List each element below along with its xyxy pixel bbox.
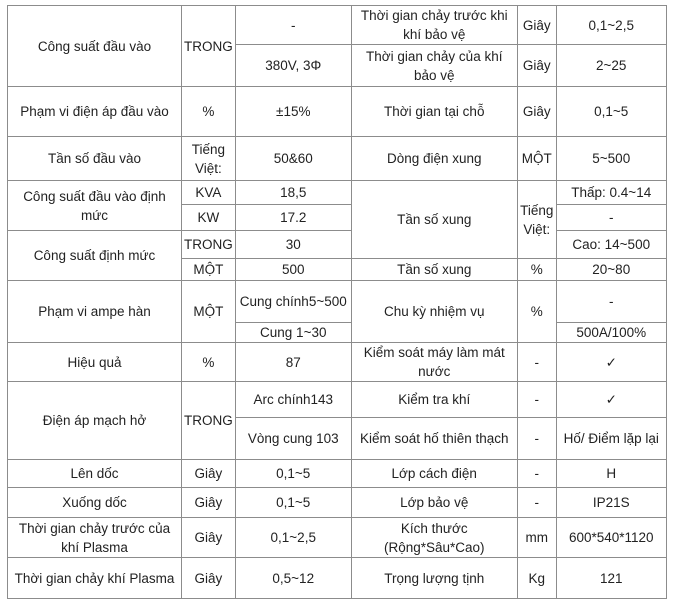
param-value: 600*540*1120 [556,518,666,558]
param-unit: Giây [182,488,236,518]
param-unit: % [517,259,556,281]
param-value: 121 [556,558,666,599]
param-unit: % [517,281,556,343]
param-unit: - [517,460,556,488]
param-name: Kiểm soát hố thiên thạch [351,418,517,460]
param-name: Lớp bảo vệ [351,488,517,518]
param-unit: TRONG [182,6,236,87]
param-value: 0,1~2,5 [556,6,666,45]
param-name: Phạm vi ampe hàn [8,281,182,343]
param-value: 18,5 [235,181,351,205]
param-name: Phạm vi điện áp đầu vào [8,87,182,137]
param-unit: Giây [517,87,556,137]
table-row [8,382,667,418]
param-name: Thời gian chảy khí Plasma [8,558,182,599]
param-unit: Giây [517,6,556,45]
param-value: 500A/100% [556,323,666,343]
param-name: Xuống dốc [8,488,182,518]
param-value: Thấp: 0.4~14 [556,181,666,205]
param-value: 2~25 [556,45,666,87]
param-unit: % [182,343,236,382]
table-row [8,87,667,137]
table-row [8,488,667,518]
param-value: 30 [235,231,351,259]
param-name: Lớp cách điện [351,460,517,488]
param-name: Hiệu quả [8,343,182,382]
specifications-table [7,5,667,599]
param-name: Kiểm tra khí [351,382,517,418]
param-value: - [556,281,666,323]
table-row [8,343,667,382]
param-value: 500 [235,259,351,281]
param-unit: - [517,418,556,460]
param-value: 0,1~2,5 [235,518,351,558]
param-name: Tần số xung [351,259,517,281]
param-unit: Giây [182,460,236,488]
param-name: Chu kỳ nhiệm vụ [351,281,517,343]
param-value: Arc chính143 [235,382,351,418]
param-name: Lên dốc [8,460,182,488]
param-value: 380V, 3Φ [235,45,351,87]
param-value: - [235,6,351,45]
param-name: Kiểm soát máy làm mát nước [351,343,517,382]
param-value: Vòng cung 103 [235,418,351,460]
param-unit: % [182,87,236,137]
param-value: Cung chính5~500 [235,281,351,323]
param-value: ±15% [235,87,351,137]
param-value: 20~80 [556,259,666,281]
param-value: Cung 1~30 [235,323,351,343]
param-name: Thời gian chảy trước khi khí bảo vệ [351,6,517,45]
param-name: Công suất đầu vào [8,6,182,87]
param-value: 17.2 [235,205,351,231]
param-name: Điện áp mạch hở [8,382,182,460]
param-unit: Tiếng Việt: [517,181,556,259]
param-value: 0,1~5 [235,488,351,518]
param-unit: Giây [182,518,236,558]
param-value: Cao: 14~500 [556,231,666,259]
param-unit: KW [182,205,236,231]
param-unit: KVA [182,181,236,205]
param-name: Công suất đầu vào định mức [8,181,182,231]
param-unit: TRONG [182,382,236,460]
table-row [8,137,667,181]
checkmark-icon: ✓ [556,343,666,382]
param-unit: MỘT [517,137,556,181]
param-unit: mm [517,518,556,558]
param-value: Hố/ Điểm lặp lại [556,418,666,460]
param-name: Thời gian chảy của khí bảo vệ [351,45,517,87]
param-name: Công suất định mức [8,231,182,281]
param-unit: - [517,488,556,518]
table-row [8,558,667,599]
param-unit: - [517,343,556,382]
param-unit: - [517,382,556,418]
param-unit: Kg [517,558,556,599]
checkmark-icon: ✓ [556,382,666,418]
param-unit: TRONG [182,231,236,259]
param-value: 0,1~5 [556,87,666,137]
param-name: Thời gian tại chỗ [351,87,517,137]
param-name: Tần số xung [351,181,517,259]
param-unit: MỘT [182,281,236,343]
param-value: 0,5~12 [235,558,351,599]
param-value: H [556,460,666,488]
param-name: Tần số đầu vào [8,137,182,181]
param-name: Thời gian chảy trước của khí Plasma [8,518,182,558]
param-name: Kích thước (Rộng*Sâu*Cao) [351,518,517,558]
table-row [8,231,667,259]
param-unit: Giây [182,558,236,599]
param-name: Trọng lượng tịnh [351,558,517,599]
table-row [8,281,667,323]
param-value: 5~500 [556,137,666,181]
param-name: Dòng điện xung [351,137,517,181]
table-row [8,181,667,205]
table-row [8,6,667,45]
table-row [8,460,667,488]
param-value: 0,1~5 [235,460,351,488]
param-unit: Giây [517,45,556,87]
param-value: 50&60 [235,137,351,181]
param-unit: MỘT [182,259,236,281]
param-value: IP21S [556,488,666,518]
table-row [8,518,667,558]
param-value: - [556,205,666,231]
param-value: 87 [235,343,351,382]
param-unit: Tiếng Việt: [182,137,236,181]
